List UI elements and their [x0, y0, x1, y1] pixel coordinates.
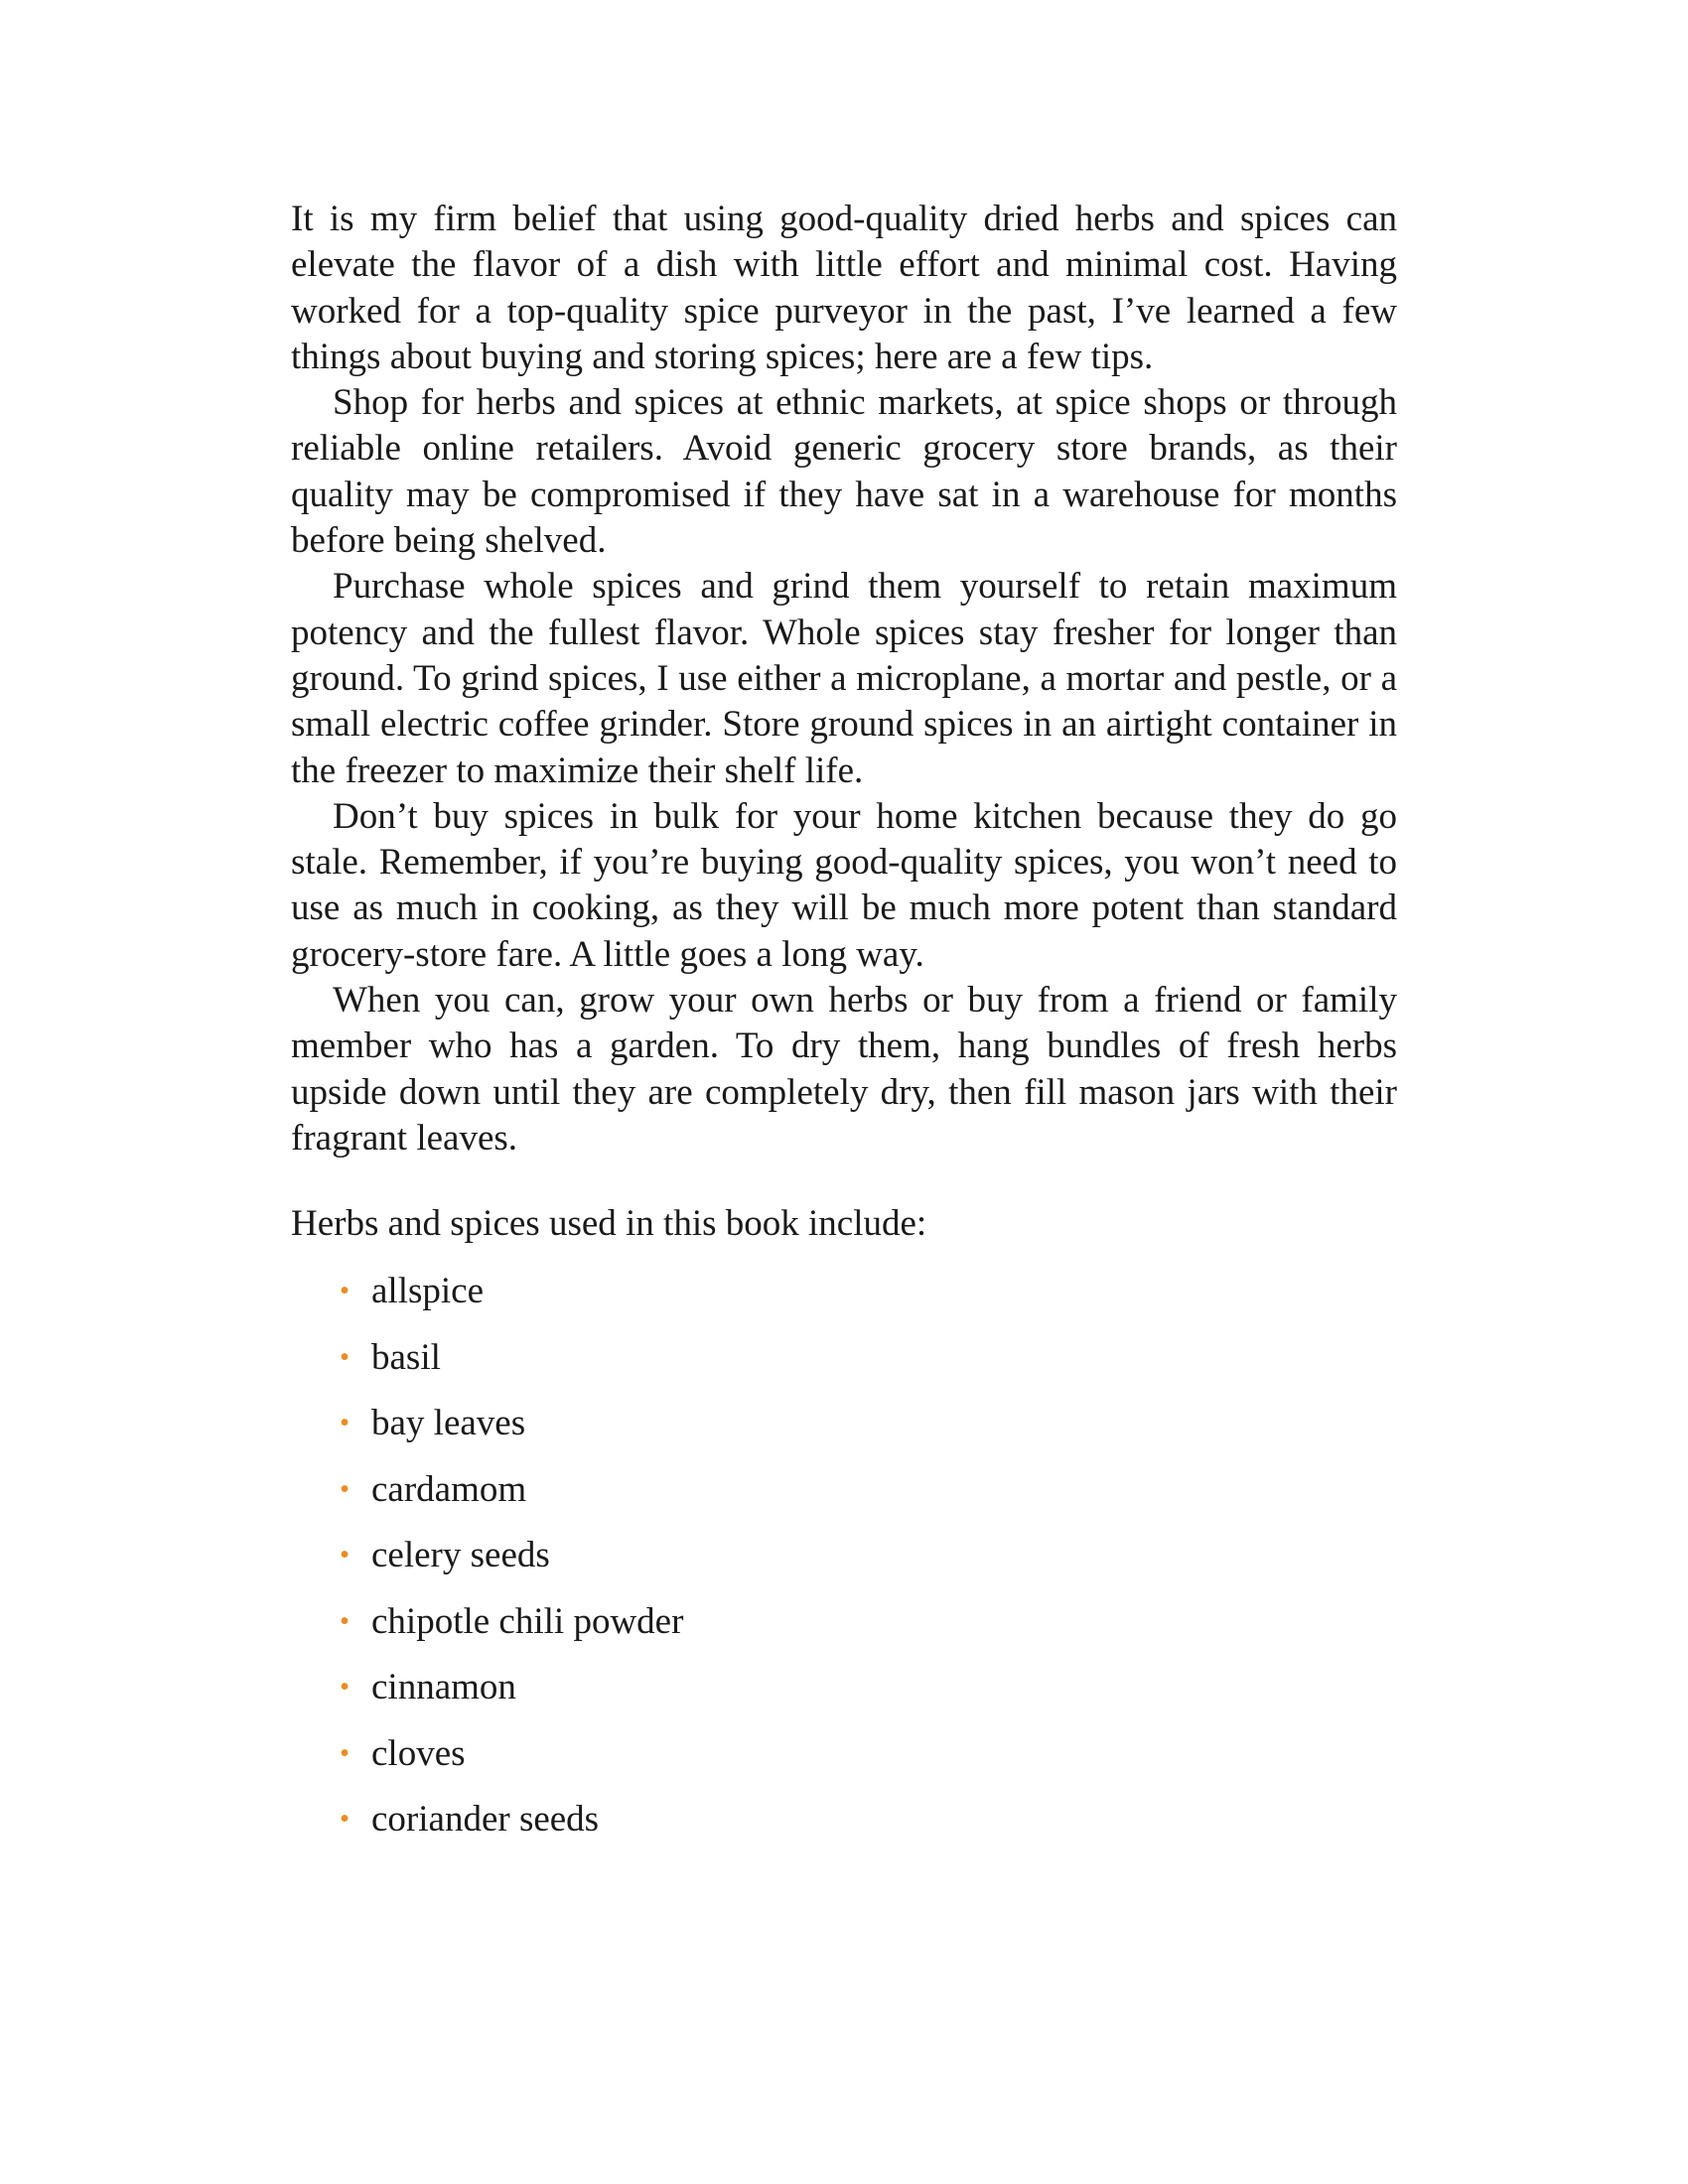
spice-list — [291, 1269, 1397, 1843]
bullet-icon: • — [340, 1341, 350, 1373]
bullet-icon: • — [340, 1276, 350, 1307]
list-item — [291, 1665, 1397, 1710]
paragraph-whole-spices: Purchase whole spices and grind them yourself to retain maximum potency and the fullest flavor. Whole spices stay fresher for longer than ground. To grind spices, I use either a microplane, a mortar and pestle, or a small electric coffee grinder. Store ground spices in an airtight container in the freezer to maximize their shelf life. — [291, 566, 1397, 791]
bullet-icon: • — [340, 1737, 350, 1769]
list-item-label: cinnamon — [371, 1667, 516, 1708]
list-item — [291, 1335, 1397, 1381]
list-item-label: celery seeds — [371, 1535, 550, 1576]
list-item — [291, 1401, 1397, 1446]
bullet-icon: • — [340, 1540, 350, 1571]
list-intro: Herbs and spices used in this book include: — [291, 1203, 927, 1245]
bullet-icon: • — [340, 1408, 350, 1439]
page-content — [291, 197, 1397, 1863]
list-item — [291, 1731, 1397, 1777]
list-item-label: basil — [371, 1336, 441, 1378]
bullet-icon: • — [340, 1473, 350, 1505]
bullet-icon: • — [340, 1804, 350, 1836]
list-item-label: cardamom — [371, 1468, 527, 1510]
list-item-label: chipotle chili powder — [371, 1600, 684, 1642]
list-item — [291, 1269, 1397, 1314]
list-item — [291, 1797, 1397, 1843]
list-item — [291, 1467, 1397, 1513]
paragraph-bulk: Don’t buy spices in bulk for your home kitchen because they do go stale. Remember, if you’re buying good-quality spices, you won’t need to use as much in cooking, as they will be much more potent than standard grocery-store fare. A little goes a long way. — [291, 795, 1397, 975]
paragraph-intro: It is my firm belief that using good-quality dried herbs and spices can elevate the flavor of a dish with little effort and minimal cost. Having worked for a top-quality spice purveyor in the past, I’ve learned a few things about buying and storing spices; here are a few tips. — [291, 199, 1397, 377]
bullet-icon: • — [340, 1605, 350, 1637]
paragraph-grow-herbs: When you can, grow your own herbs or buy from a friend or family member who has a garden. To dry them, hang bundles of fresh herbs upside down until they are completely dry, then fill mason jars with their fragrant leaves. — [291, 980, 1397, 1159]
list-item — [291, 1599, 1397, 1645]
list-item — [291, 1533, 1397, 1578]
list-item-label: coriander seeds — [371, 1799, 600, 1841]
paragraph-shopping: Shop for herbs and spices at ethnic markets, at spice shops or through reliable online retailers. Avoid generic grocery store brands, as their quality may be compromised if they have sat in a warehouse for months before being shelved. — [291, 382, 1397, 562]
list-item-label: bay leaves — [371, 1403, 526, 1444]
bullet-icon: • — [340, 1672, 350, 1704]
list-item-label: cloves — [371, 1732, 466, 1774]
list-item-label: allspice — [371, 1271, 485, 1312]
